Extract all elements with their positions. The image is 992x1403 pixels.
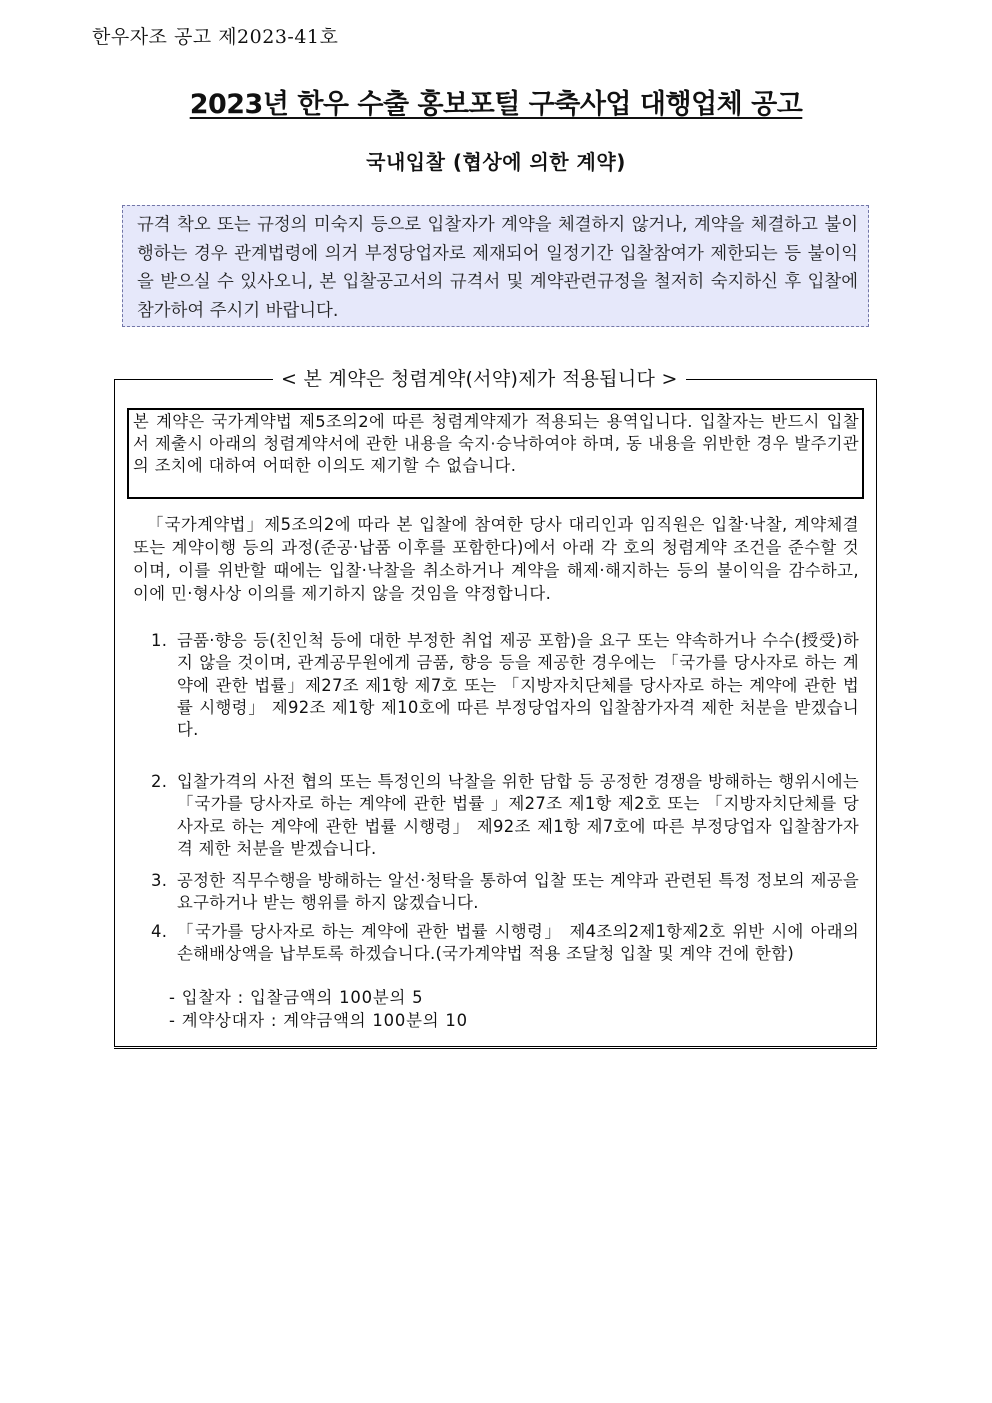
oath-item-text: 금품·향응 등(친인척 등에 대한 부정한 취업 제공 포함)을 요구 또는 약속하거나 수수(授受)하지 않을 것이며, 관계공무원에게 금품, 향응 등을 제공한 경우에는 「국가를 당사자로 하는 계약에 관한 법률」제27조 제1항 제7호 또는 「지방자치단체를 당사자로 하는 계약에 관한 법률 시행령」 제92조 제1항 제10호에 따른 부정당업자의 입찰참가자격 제한 처분을 받겠습니다. xyxy=(177,631,859,740)
oath-item-number: 3. xyxy=(151,871,168,890)
oath-item-number: 1. xyxy=(151,631,168,650)
oath-item-text: 입찰가격의 사전 협의 또는 특정인의 낙찰을 위한 담합 등 공정한 경쟁을 방해하는 행위시에는 「국가를 당사자로 하는 계약에 관한 법률 」제27조 제1항 제2호 또는 「지방자치단체를 당사자로 하는 계약에 관한 법률 시행령」 제92조 제1항 제7호에 따른 부정당업자 입찰참가자격 제한 처분을 받겠습니다. xyxy=(177,772,859,858)
penalty-bidder: - 입찰자 : 입찰금액의 100분의 5 xyxy=(169,988,424,1007)
integrity-contract-section xyxy=(114,368,877,1047)
announcement-number: 한우자조 공고 제2023-41호 xyxy=(92,26,339,48)
oath-item-3 xyxy=(151,870,859,915)
integrity-heading: < 본 계약은 청렴계약(서약)제가 적용됩니다 > xyxy=(273,366,686,392)
integrity-intro: 「국가계약법」제5조의2에 따라 본 입찰에 참여한 당사 대리인과 임직원은 입찰·낙찰, 계약체결 또는 계약이행 등의 과정(준공·납품 이후를 포함한다)에서 아래 각 호의 청렴계약 조건을 준수할 것이며, 이를 위반할 때에는 입찰·낙찰을 취소하거나 계약을 해제·해지하는 등의 불이익을 감수하고, 이에 민·형사상 이의를 제기하지 않을 것임을 약정합니다. xyxy=(133,515,859,603)
oath-item-4 xyxy=(151,921,859,966)
notice-box: 규격 착오 또는 규정의 미숙지 등으로 입찰자가 계약을 체결하지 않거나, 계약을 체결하고 불이행하는 경우 관계법령에 의거 부정당업자로 제재되어 일정기간 입찰참여가 제한되는 등 불이익을 받으실 수 있사오니, 본 입찰공고서의 규격서 및 계약관련규정을 철저히 숙지하신 후 입찰에 참가하여 주시기 바랍니다. xyxy=(122,205,869,327)
oath-item-2 xyxy=(151,771,859,860)
oath-item-number: 4. xyxy=(151,922,168,941)
penalty-contractor: - 계약상대자 : 계약금액의 100분의 10 xyxy=(169,1011,468,1030)
integrity-summary-box: 본 계약은 국가계약법 제5조의2에 따른 청렴계약제가 적용되는 용역입니다. 입찰자는 반드시 입찰서 제출시 아래의 청렴계약서에 관한 내용을 숙지·승낙하여야 하며, 동 내용을 위반한 경우 발주기관의 조치에 대하여 어떠한 이의도 제기할 수 없습니다. xyxy=(127,408,864,499)
oath-item-1 xyxy=(151,630,859,741)
oath-item-text: 「국가를 당사자로 하는 계약에 관한 법률 시행령」 제4조의2제1항제2호 위반 시에 아래의 손해배상액을 납부토록 하겠습니다.(국가계약법 적용 조달청 입찰 및 계약 건에 한함) xyxy=(177,922,859,964)
page-subtitle: 국내입찰 (협상에 의한 계약) xyxy=(366,150,626,174)
oath-item-number: 2. xyxy=(151,772,168,791)
oath-item-text: 공정한 직무수행을 방해하는 알선·청탁을 통하여 입찰 또는 계약과 관련된 특정 정보의 제공을 요구하거나 받는 행위를 하지 않겠습니다. xyxy=(177,871,859,913)
page-title xyxy=(0,82,992,121)
page-title-text: 2023년 한우 수출 홍보포털 구축사업 대행업체 공고 xyxy=(189,89,803,120)
